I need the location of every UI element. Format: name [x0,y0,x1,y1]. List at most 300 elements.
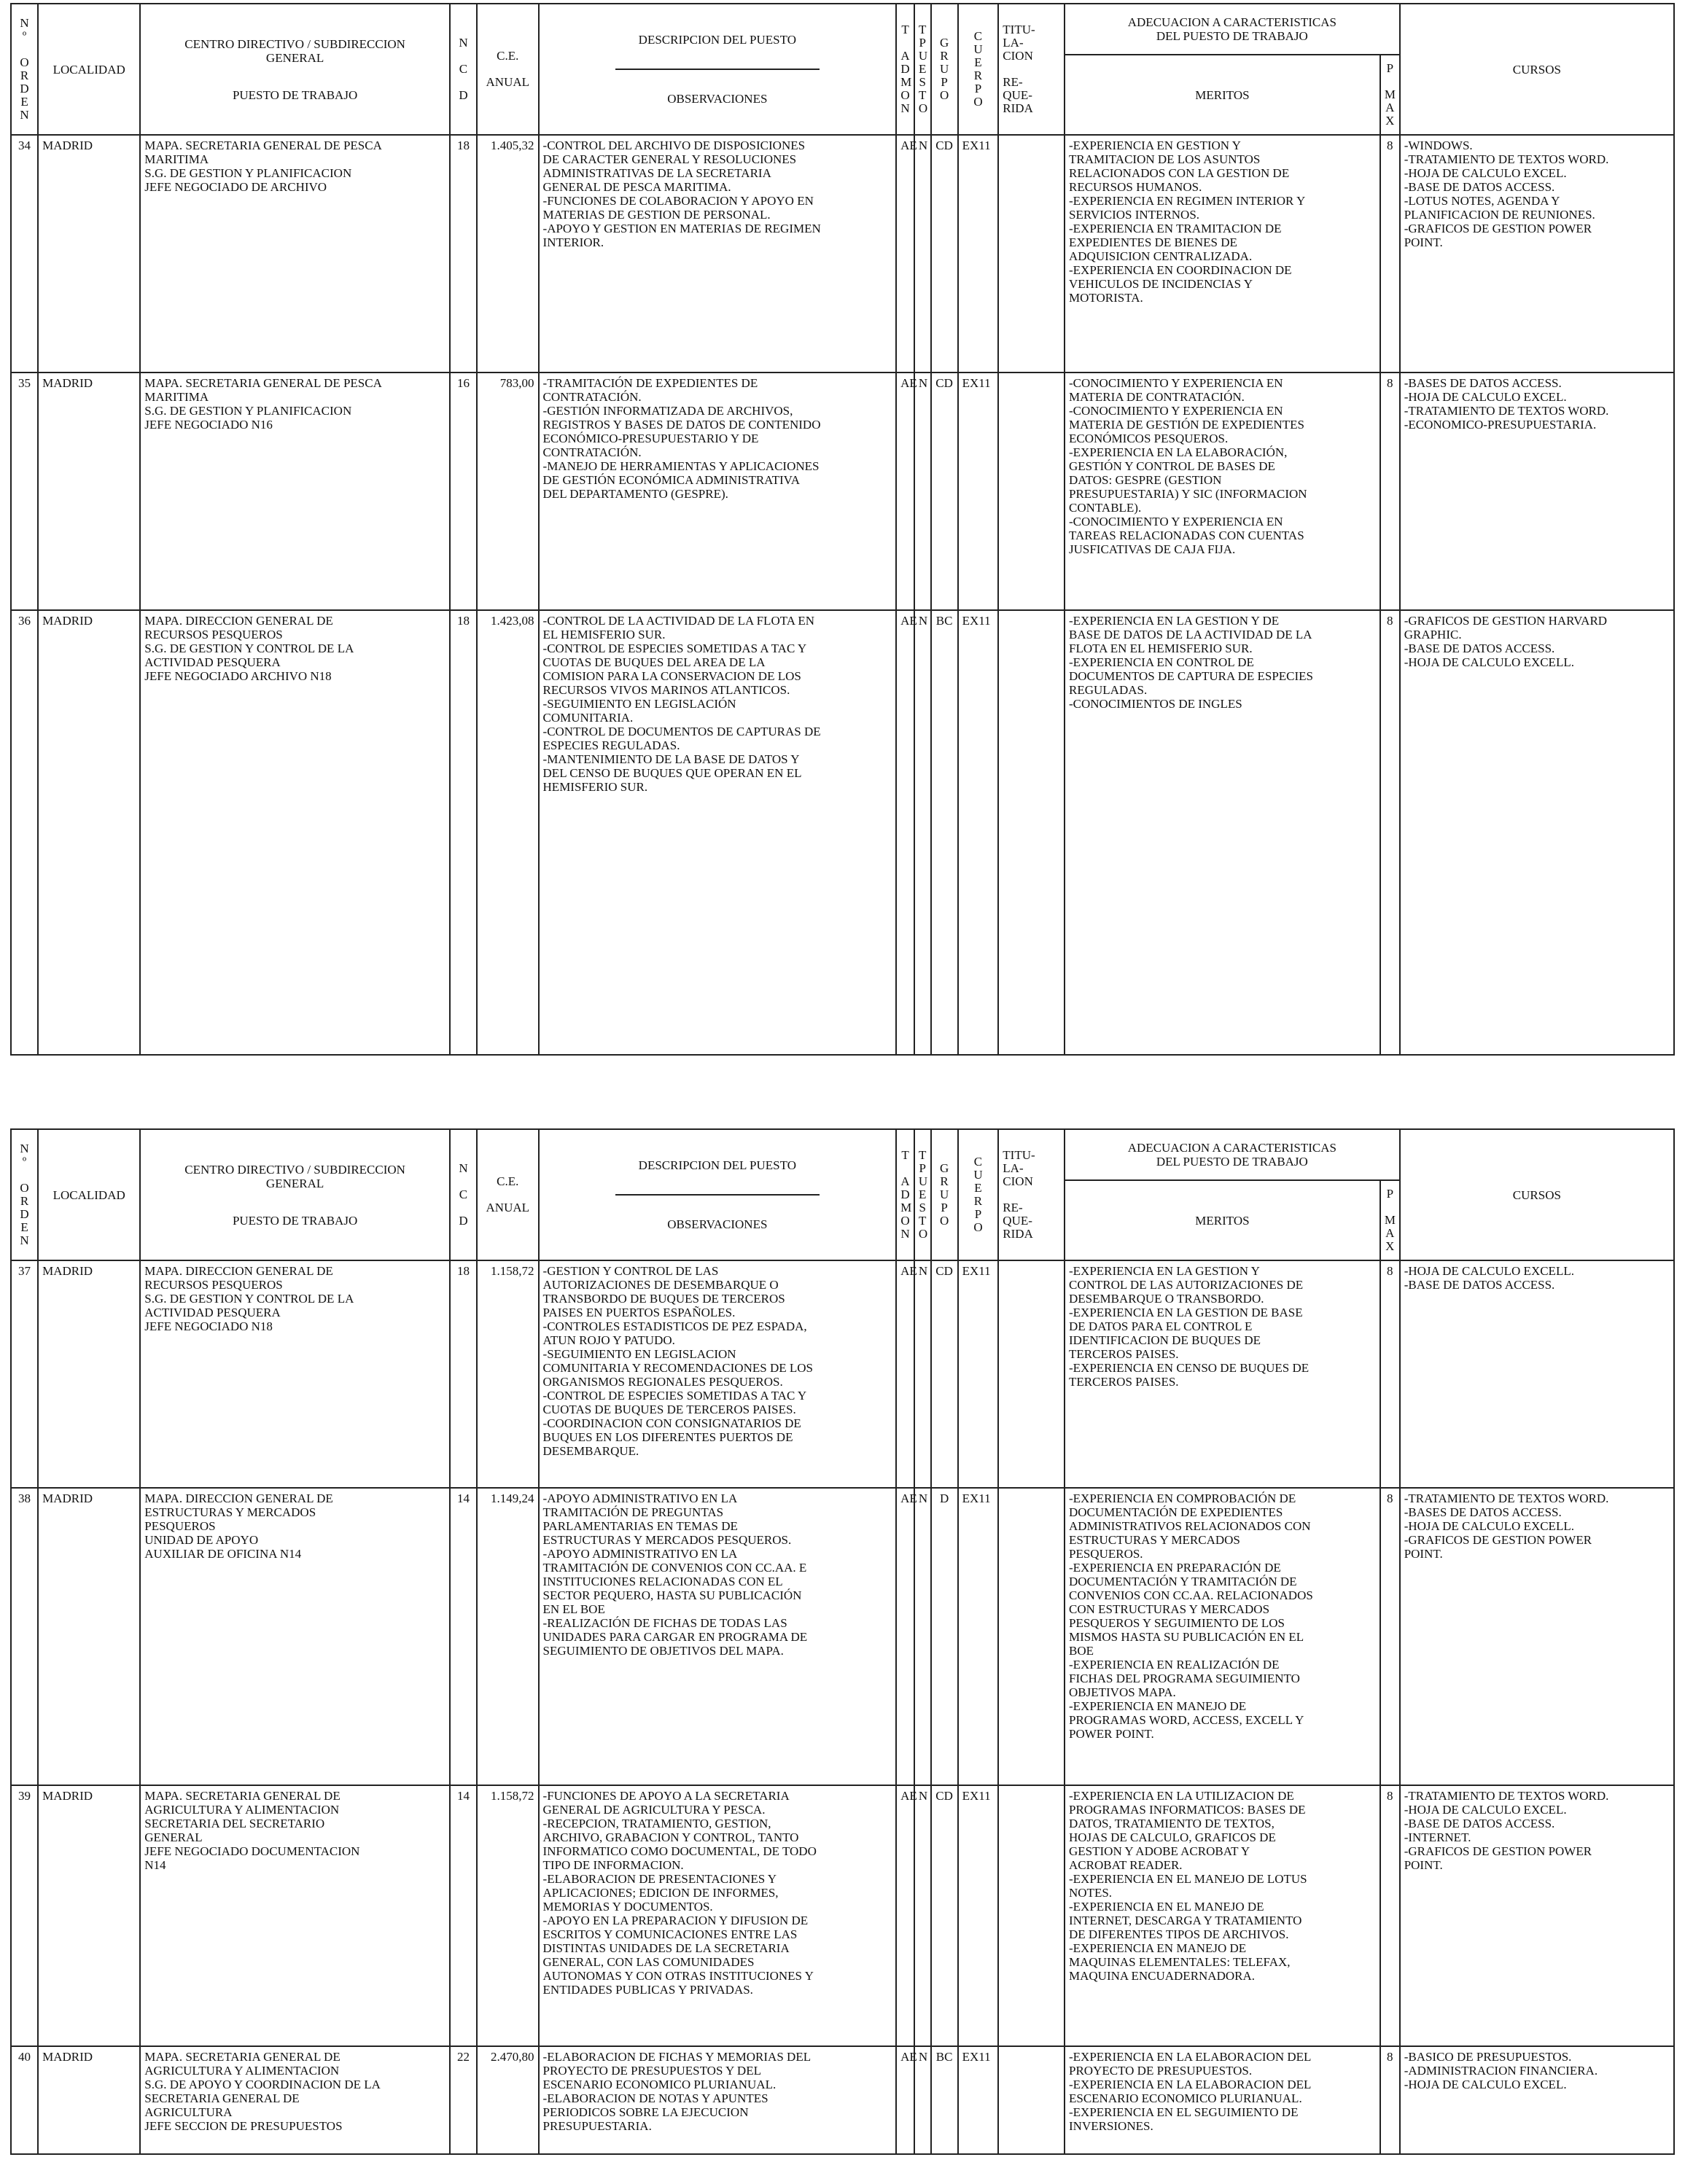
cell-descripcion-line: REGISTROS Y BASES DE DATOS DE CONTENIDO [542,418,821,432]
cell-centro-directivo-line: S.G. DE GESTION Y PLANIFICACION [144,166,352,180]
cell-n-orden: 35 [11,373,38,610]
cell-meritos-line: GESTION Y ADOBE ACROBAT Y [1069,1844,1250,1858]
cell-meritos-line: TAREAS RELACIONADAS CON CUENTAS [1069,529,1304,542]
cell-descripcion [539,1260,897,1488]
cell-descripcion-line: CONTRATACIÓN. [542,390,642,404]
cell-descripcion-line: INFORMATICO COMO DOCUMENTAL, DE TODO [542,1844,817,1858]
cell-descripcion-line: -COORDINACION CON CONSIGNATARIOS DE [542,1416,801,1430]
cell-tadmon: AE [896,1488,914,1785]
cell-ce-anual: 1.158,72 [477,1785,539,2046]
cell-tpuesto: N [914,2046,931,2154]
cell-cursos [1400,373,1674,610]
cell-centro-directivo [140,135,450,373]
cell-meritos-line: CONVENIOS CON CC.AA. RELACIONADOS [1069,1588,1313,1602]
cell-cuerpo: EX11 [958,1488,999,1785]
cell-meritos-line: ADQUISICION CENTRALIZADA. [1069,249,1253,263]
cell-meritos [1065,373,1380,610]
cell-cursos [1400,1260,1674,1488]
cell-descripcion [539,1785,897,2046]
cell-descripcion-line: UNIDADES PARA CARGAR EN PROGRAMA DE [542,1630,808,1644]
cell-titulacion [998,135,1065,373]
cell-centro-directivo-line: MAPA. SECRETARIA GENERAL DE [144,1789,340,1803]
cell-descripcion-line: TRAMITACIÓN DE PREGUNTAS [542,1505,724,1519]
cell-descripcion-line: -FUNCIONES DE APOYO A LA SECRETARIA [542,1789,790,1803]
header-divider [615,69,820,70]
cell-meritos-line: -EXPERIENCIA EN LA UTILIZACION DE [1069,1789,1294,1803]
cell-meritos-line: PROGRAMAS INFORMATICOS: BASES DE [1069,1803,1306,1817]
cell-descripcion-line: MEMORIAS Y DOCUMENTOS. [542,1900,713,1914]
header-descripcion: DESCRIPCION DEL PUESTO OBSERVACIONES [539,1129,897,1260]
cell-descripcion-line: DEL CENSO DE BUQUES QUE OPERAN EN EL [542,766,802,780]
header-descripcion: DESCRIPCION DEL PUESTO OBSERVACIONES [539,4,897,135]
cell-cursos-line: -HOJA DE CALCULO EXCELL. [1404,1519,1574,1533]
cell-descripcion-line: CONTRATACIÓN. [542,445,642,459]
cell-meritos-line: DOCUMENTACIÓN DE EXPEDIENTES [1069,1505,1283,1519]
cell-descripcion-line: -FUNCIONES DE COLABORACION Y APOYO EN [542,194,814,208]
cell-tpuesto: N [914,1488,931,1785]
cell-centro-directivo-line: ACTIVIDAD PESQUERA [144,1306,281,1319]
header-ncd: N C D [450,1129,477,1260]
cell-descripcion-line: -GESTIÓN INFORMATIZADA DE ARCHIVOS, [542,404,793,418]
cell-n-orden: 38 [11,1488,38,1785]
cell-meritos-line: DOCUMENTOS DE CAPTURA DE ESPECIES [1069,669,1314,683]
table-row [11,373,1674,610]
header-meritos: MERITOS [1065,1180,1380,1260]
cell-meritos-line: MAQUINAS ELEMENTALES: TELEFAX, [1069,1955,1291,1969]
cell-meritos-line: MISMOS HASTA SU PUBLICACIÓN EN EL [1069,1630,1304,1644]
cell-descripcion-line: COMISION PARA LA CONSERVACION DE LOS [542,669,801,683]
cell-cursos-line: -HOJA DE CALCULO EXCEL. [1404,390,1567,404]
cell-meritos-line: -EXPERIENCIA EN EL SEGUIMIENTO DE [1069,2105,1299,2119]
cell-titulacion [998,1260,1065,1488]
cell-cursos-line: -BASES DE DATOS ACCESS. [1404,1505,1562,1519]
cell-meritos-line: -EXPERIENCIA EN LA GESTION DE BASE [1069,1306,1303,1319]
cell-descripcion-line: ADMINISTRATIVAS DE LA SECRETARIA [542,166,771,180]
cell-centro-directivo [140,2046,450,2154]
cell-descripcion-line: CUOTAS DE BUQUES DEL AREA DE LA [542,655,766,669]
cell-descripcion-line: PRESUPUESTARIA. [542,2119,652,2133]
cell-cursos [1400,1488,1674,1785]
cell-meritos-line: ESTRUCTURAS Y MERCADOS [1069,1533,1240,1547]
cell-meritos [1065,1488,1380,1785]
cell-meritos-line: VEHICULOS DE INCIDENCIAS Y [1069,277,1253,291]
cell-descripcion-line: TIPO DE INFORMACION. [542,1858,684,1872]
header-adecuacion: ADECUACION A CARACTERISTICAS DEL PUESTO DE TRABAJO [1065,1129,1400,1180]
cell-descripcion-line: TRANSBORDO DE BUQUES DE TERCEROS [542,1292,785,1306]
cell-meritos-line: ESCENARIO ECONOMICO PLURIANUAL. [1069,2091,1302,2105]
cell-titulacion [998,1785,1065,2046]
cell-centro-directivo-line: MAPA. SECRETARIA GENERAL DE [144,2050,340,2064]
header-centro-directivo: CENTRO DIRECTIVO / SUBDIRECCION GENERAL PUESTO DE TRABAJO [140,4,450,135]
cell-descripcion [539,2046,897,2154]
cell-centro-directivo-line: RECURSOS PESQUEROS [144,628,283,641]
cell-centro-directivo-line: SECRETARIA DEL SECRETARIO [144,1817,325,1830]
cell-grupo: BC [931,2046,958,2154]
cell-tadmon: AE [896,610,914,1055]
cell-n-orden: 37 [11,1260,38,1488]
cell-meritos-line: DOCUMENTACIÓN Y TRAMITACIÓN DE [1069,1575,1297,1588]
header-n-orden: N º O R D E N [11,4,38,135]
cell-cursos-line: -TRATAMIENTO DE TEXTOS WORD. [1404,404,1609,418]
cell-centro-directivo-line: S.G. DE GESTION Y CONTROL DE LA [144,1292,354,1306]
cell-descripcion-line: -SEGUIMIENTO EN LEGISLACIÓN [542,697,736,711]
cell-descripcion-line: -CONTROL DE ESPECIES SOMETIDAS A TAC Y [542,641,807,655]
cell-centro-directivo-line: UNIDAD DE APOYO [144,1533,259,1547]
cell-descripcion-line: PAISES EN PUERTOS ESPAÑOLES. [542,1306,736,1319]
cell-descripcion-line: SECTOR PEQUERO, HASTA SU PUBLICACIÓN [542,1588,802,1602]
cell-tadmon: AE [896,135,914,373]
cell-descripcion-line: -TRAMITACIÓN DE EXPEDIENTES DE [542,376,758,390]
cell-descripcion-line: RECURSOS VIVOS MARINOS ATLANTICOS. [542,683,790,697]
cell-meritos-line: CONTROL DE LAS AUTORIZACIONES DE [1069,1278,1304,1292]
header-cuerpo: C U E R P O [958,4,999,135]
cell-descripcion-line: PERIODICOS SOBRE LA EJECUCION [542,2105,749,2119]
cell-meritos-line: ECONÓMICOS PESQUEROS. [1069,432,1229,445]
cell-cursos-line: -BASE DE DATOS ACCESS. [1404,180,1555,194]
header-titulacion: TITU- LA- CION RE- QUE- RIDA [998,4,1065,135]
cell-descripcion-line: -GESTION Y CONTROL DE LAS [542,1264,719,1278]
cell-meritos-line: PROGRAMAS WORD, ACCESS, EXCELL Y [1069,1713,1304,1727]
cell-descripcion-line: ENTIDADES PUBLICAS Y PRIVADAS. [542,1983,753,1997]
cell-pmax: 8 [1380,610,1400,1055]
cell-centro-directivo-line: JEFE SECCION DE PRESUPUESTOS [144,2119,343,2133]
header-tpuesto: T P U E S T O [914,1129,931,1260]
cell-tpuesto: N [914,373,931,610]
cell-cuerpo: EX11 [958,2046,999,2154]
cell-meritos-line: PROYECTO DE PRESUPUESTOS. [1069,2064,1253,2078]
cell-meritos-line: NOTES. [1069,1886,1113,1900]
cell-tpuesto: N [914,1785,931,2046]
cell-cursos-line: -ADMINISTRACION FINANCIERA. [1404,2064,1598,2078]
cell-meritos-line: -EXPERIENCIA EN COMPROBACIÓN DE [1069,1491,1296,1505]
cell-cursos [1400,610,1674,1055]
cell-cursos-line: -BASICO DE PRESUPUESTOS. [1404,2050,1572,2064]
cell-meritos-line: EXPEDIENTES DE BIENES DE [1069,235,1237,249]
table-header [11,4,1674,135]
cell-centro-directivo-line: MAPA. SECRETARIA GENERAL DE PESCA [144,376,382,390]
cell-cursos-line: -TRATAMIENTO DE TEXTOS WORD. [1404,1789,1609,1803]
cell-meritos-line: -EXPERIENCIA EN CENSO DE BUQUES DE [1069,1361,1310,1375]
cell-meritos [1065,1785,1380,2046]
cell-meritos-line: MOTORISTA. [1069,291,1143,305]
cell-cursos-line: -BASE DE DATOS ACCESS. [1404,641,1555,655]
cell-centro-directivo-line: MARITIMA [144,152,209,166]
cell-centro-directivo-line: AGRICULTURA Y ALIMENTACION [144,1803,340,1817]
header-tpuesto: T P U E S T O [914,4,931,135]
cell-grupo: CD [931,373,958,610]
cell-localidad: MADRID [38,135,140,373]
cell-descripcion-line: AUTORIZACIONES DE DESEMBARQUE O [542,1278,779,1292]
cell-descripcion-line: ATUN ROJO Y PATUDO. [542,1333,675,1347]
table-row [11,1488,1674,1785]
cell-cursos-line: -TRATAMIENTO DE TEXTOS WORD. [1404,152,1609,166]
cell-descripcion-line: COMUNITARIA. [542,711,634,725]
cell-meritos-line: DESEMBARQUE O TRANSBORDO. [1069,1292,1264,1306]
cell-meritos [1065,2046,1380,2154]
cell-localidad: MADRID [38,1785,140,2046]
cell-meritos-line: HOJAS DE CALCULO, GRAFICOS DE [1069,1830,1276,1844]
cell-descripcion-line: EN EL BOE [542,1602,605,1616]
cell-meritos-line: DATOS, TRATAMIENTO DE TEXTOS, [1069,1817,1275,1830]
table-row [11,610,1674,1055]
cell-ce-anual: 1.149,24 [477,1488,539,1785]
cell-cursos-line: PLANIFICACION DE REUNIONES. [1404,208,1595,222]
cell-ce-anual: 1.405,32 [477,135,539,373]
cell-pmax: 8 [1380,2046,1400,2154]
cell-meritos-line: DATOS: GESPRE (GESTION [1069,473,1222,487]
header-cursos: CURSOS [1400,4,1674,135]
cell-centro-directivo [140,1488,450,1785]
cell-centro-directivo-line: S.G. DE GESTION Y PLANIFICACION [144,404,352,418]
cell-localidad: MADRID [38,1488,140,1785]
cell-meritos-line: -EXPERIENCIA EN REALIZACIÓN DE [1069,1658,1280,1672]
cell-cursos-line: -BASE DE DATOS ACCESS. [1404,1278,1555,1292]
cell-descripcion-line: -ELABORACION DE PRESENTACIONES Y [542,1872,777,1886]
cell-descripcion-line: DE CARACTER GENERAL Y RESOLUCIONES [542,152,797,166]
cell-n-orden: 40 [11,2046,38,2154]
table-row [11,135,1674,373]
cell-centro-directivo-line: AGRICULTURA Y ALIMENTACION [144,2064,340,2078]
cell-meritos-line: REGULADAS. [1069,683,1148,697]
cell-localidad: MADRID [38,1260,140,1488]
cell-cursos-line: -HOJA DE CALCULO EXCEL. [1404,2078,1567,2091]
cell-cursos-line: -GRAFICOS DE GESTION POWER [1404,222,1592,235]
cell-descripcion-line: BUQUES EN LOS DIFERENTES PUERTOS DE [542,1430,793,1444]
cell-centro-directivo-line: RECURSOS PESQUEROS [144,1278,283,1292]
cell-centro-directivo [140,373,450,610]
cell-cursos-line: -HOJA DE CALCULO EXCEL. [1404,166,1567,180]
cell-cuerpo: EX11 [958,373,999,610]
header-pmax: P M A X [1380,1180,1400,1260]
cell-centro-directivo-line: GENERAL [144,1830,203,1844]
cell-meritos-line: -EXPERIENCIA EN GESTION Y [1069,139,1241,152]
cell-meritos-line: -CONOCIMIENTO Y EXPERIENCIA EN [1069,404,1283,418]
cell-cuerpo: EX11 [958,1785,999,2046]
cell-meritos-line: ADMINISTRATIVOS RELACIONADOS CON [1069,1519,1311,1533]
cell-meritos-line: PESQUEROS. [1069,1547,1143,1561]
cell-meritos-line: -EXPERIENCIA EN TRAMITACION DE [1069,222,1282,235]
cell-descripcion-line: APLICACIONES; EDICION DE INFORMES, [542,1886,779,1900]
cell-localidad: MADRID [38,2046,140,2154]
cell-centro-directivo-line: S.G. DE APOYO Y COORDINACION DE LA [144,2078,381,2091]
cell-centro-directivo-line: JEFE NEGOCIADO ARCHIVO N18 [144,669,332,683]
cell-meritos-line: TERCEROS PAISES. [1069,1347,1179,1361]
cell-centro-directivo-line: MAPA. DIRECCION GENERAL DE [144,1264,333,1278]
cell-descripcion-line: ESCENARIO ECONOMICO PLURIANUAL. [542,2078,777,2091]
cell-tpuesto: N [914,1260,931,1488]
cell-centro-directivo-line: PESQUEROS [144,1519,216,1533]
cell-centro-directivo-line: S.G. DE GESTION Y CONTROL DE LA [144,641,354,655]
cell-descripcion-line: -MANTENIMIENTO DE LA BASE DE DATOS Y [542,752,800,766]
cell-tadmon: AE [896,1785,914,2046]
cell-tadmon: AE [896,373,914,610]
cell-descripcion-line: -CONTROL DE LA ACTIVIDAD DE LA FLOTA EN [542,614,814,628]
cell-meritos-line: -EXPERIENCIA EN LA ELABORACION DEL [1069,2078,1312,2091]
cell-localidad: MADRID [38,373,140,610]
cell-descripcion-line: ESPECIES REGULADAS. [542,738,680,752]
cell-localidad: MADRID [38,610,140,1055]
cell-descripcion-line: -APOYO ADMINISTRATIVO EN LA [542,1491,738,1505]
cell-pmax: 8 [1380,1785,1400,2046]
cell-centro-directivo-line: JEFE NEGOCIADO DOCUMENTACION [144,1844,360,1858]
cell-meritos-line: GESTIÓN Y CONTROL DE BASES DE [1069,459,1275,473]
header-cursos: CURSOS [1400,1129,1674,1260]
cell-cursos [1400,135,1674,373]
header-localidad: LOCALIDAD [38,1129,140,1260]
cell-descripcion-line: COMUNITARIA Y RECOMENDACIONES DE LOS [542,1361,813,1375]
cell-meritos-line: -CONOCIMIENTO Y EXPERIENCIA EN [1069,376,1283,390]
header-localidad: LOCALIDAD [38,4,140,135]
header-tadmon: T A D M O N [896,1129,914,1260]
cell-titulacion [998,1488,1065,1785]
cell-meritos-line: POWER POINT. [1069,1727,1154,1741]
cell-cuerpo: EX11 [958,135,999,373]
cell-pmax: 8 [1380,373,1400,610]
cell-ce-anual: 1.158,72 [477,1260,539,1488]
cell-descripcion-line: ECONÓMICO-PRESUPUESTARIO Y DE [542,432,759,445]
cell-cursos-line: -GRAFICOS DE GESTION POWER [1404,1533,1592,1547]
cell-n-orden: 34 [11,135,38,373]
cell-ce-anual: 1.423,08 [477,610,539,1055]
cell-centro-directivo-line: JEFE NEGOCIADO N18 [144,1319,273,1333]
cell-meritos-line: -EXPERIENCIA EN EL MANEJO DE [1069,1900,1264,1914]
cell-cuerpo: EX11 [958,1260,999,1488]
cell-cursos-line: -INTERNET. [1404,1830,1471,1844]
cell-descripcion-line: -MANEJO DE HERRAMIENTAS Y APLICACIONES [542,459,820,473]
cell-meritos-line: -CONOCIMIENTO Y EXPERIENCIA EN [1069,515,1283,529]
cell-meritos-line: INTERNET, DESCARGA Y TRATAMIENTO [1069,1914,1302,1927]
cell-meritos-line: CONTABLE). [1069,501,1142,515]
cell-grupo: CD [931,135,958,373]
cell-pmax: 8 [1380,1260,1400,1488]
cell-meritos [1065,610,1380,1055]
cell-cuerpo: EX11 [958,610,999,1055]
cell-meritos-line: FLOTA EN EL HEMISFERIO SUR. [1069,641,1253,655]
header-tadmon: T A D M O N [896,4,914,135]
cell-tpuesto: N [914,135,931,373]
cell-descripcion-line: GENERAL DE PESCA MARITIMA. [542,180,731,194]
cell-cursos-line: -WINDOWS. [1404,139,1473,152]
cell-descripcion-line: -CONTROL DEL ARCHIVO DE DISPOSICIONES [542,139,806,152]
cell-meritos-line: -EXPERIENCIA EN MANEJO DE [1069,1941,1247,1955]
cell-cursos-line: -HOJA DE CALCULO EXCEL. [1404,1803,1567,1817]
cell-meritos-line: -EXPERIENCIA EN PREPARACIÓN DE [1069,1561,1281,1575]
cell-centro-directivo-line: MAPA. SECRETARIA GENERAL DE PESCA [144,139,382,152]
cell-tadmon: AE [896,2046,914,2154]
cell-centro-directivo-line: N14 [144,1858,166,1872]
cell-descripcion-line: ESCRITOS Y COMUNICACIONES ENTRE LAS [542,1927,798,1941]
header-titulacion: TITU- LA- CION RE- QUE- RIDA [998,1129,1065,1260]
cell-descripcion-line: SEGUIMIENTO DE OBJETIVOS DEL MAPA. [542,1644,784,1658]
table-row [11,1785,1674,2046]
cell-ncd: 18 [450,1260,477,1488]
cell-cursos-line: POINT. [1404,1858,1443,1872]
positions-table-1 [10,3,1675,1056]
cell-meritos-line: OBJETIVOS MAPA. [1069,1685,1176,1699]
cell-descripcion-line: -CONTROL DE ESPECIES SOMETIDAS A TAC Y [542,1389,807,1403]
cell-centro-directivo-line: MARITIMA [144,390,209,404]
cell-meritos-line: INVERSIONES. [1069,2119,1153,2133]
table-block-1 [10,3,1675,1056]
cell-meritos-line: -CONOCIMIENTOS DE INGLES [1069,697,1242,711]
cell-cursos-line: -HOJA DE CALCULO EXCELL. [1404,1264,1574,1278]
cell-n-orden: 39 [11,1785,38,2046]
cell-centro-directivo-line: JEFE NEGOCIADO DE ARCHIVO [144,180,327,194]
table-header [11,1129,1674,1260]
cell-descripcion-line: PROYECTO DE PRESUPUESTOS Y DEL [542,2064,761,2078]
cell-meritos-line: -EXPERIENCIA EN CONTROL DE [1069,655,1254,669]
cell-descripcion-line: CUOTAS DE BUQUES DE TERCEROS PAISES. [542,1403,796,1416]
cell-ncd: 14 [450,1785,477,2046]
positions-table-2 [10,1128,1675,2155]
cell-grupo: D [931,1488,958,1785]
header-ncd: N C D [450,4,477,135]
cell-descripcion [539,610,897,1055]
cell-meritos-line: IDENTIFICACION DE BUQUES DE [1069,1333,1261,1347]
cell-ce-anual: 2.470,80 [477,2046,539,2154]
cell-cursos-line: -HOJA DE CALCULO EXCELL. [1404,655,1574,669]
cell-descripcion [539,135,897,373]
cell-ncd: 22 [450,2046,477,2154]
cell-cursos-line: GRAPHIC. [1404,628,1462,641]
header-pmax: P M A X [1380,55,1400,135]
cell-titulacion [998,610,1065,1055]
header-centro-directivo: CENTRO DIRECTIVO / SUBDIRECCION GENERAL PUESTO DE TRABAJO [140,1129,450,1260]
cell-meritos-line: MATERIA DE CONTRATACIÓN. [1069,390,1245,404]
cell-descripcion-line: -RECEPCION, TRATAMIENTO, GESTION, [542,1817,771,1830]
cell-titulacion [998,2046,1065,2154]
cell-cursos-line: -GRAFICOS DE GESTION POWER [1404,1844,1592,1858]
cell-cursos-line: -BASE DE DATOS ACCESS. [1404,1817,1555,1830]
cell-meritos-line: RECURSOS HUMANOS. [1069,180,1202,194]
cell-meritos-line: BASE DE DATOS DE LA ACTIVIDAD DE LA [1069,628,1312,641]
cell-meritos-line: -EXPERIENCIA EN LA GESTION Y [1069,1264,1260,1278]
header-adecuacion: ADECUACION A CARACTERISTICAS DEL PUESTO DE TRABAJO [1065,4,1400,55]
cell-descripcion-line: -ELABORACION DE FICHAS Y MEMORIAS DEL [542,2050,812,2064]
cell-descripcion-line: TRAMITACIÓN DE CONVENIOS CON CC.AA. E [542,1561,807,1575]
cell-descripcion-line: ORGANISMOS REGIONALES PESQUEROS. [542,1375,783,1389]
cell-descripcion-line: EL HEMISFERIO SUR. [542,628,666,641]
cell-grupo: CD [931,1785,958,2046]
cell-centro-directivo-line: MAPA. DIRECCION GENERAL DE [144,1491,333,1505]
cell-centro-directivo [140,1260,450,1488]
cell-descripcion-line: -APOYO Y GESTION EN MATERIAS DE REGIMEN [542,222,821,235]
cell-centro-directivo-line: AUXILIAR DE OFICINA N14 [144,1547,302,1561]
cell-descripcion-line: -APOYO EN LA PREPARACION Y DIFUSION DE [542,1914,809,1927]
cell-meritos-line: DE DIFERENTES TIPOS DE ARCHIVOS. [1069,1927,1289,1941]
cell-meritos-line: TRAMITACION DE LOS ASUNTOS [1069,152,1261,166]
cell-meritos-line: -EXPERIENCIA EN COORDINACION DE [1069,263,1292,277]
cell-centro-directivo-line: MAPA. DIRECCION GENERAL DE [144,614,333,628]
cell-descripcion-line: DE GESTIÓN ECONÓMICA ADMINISTRATIVA [542,473,800,487]
cell-meritos-line: DE DATOS PARA EL CONTROL E [1069,1319,1253,1333]
cell-cursos [1400,1785,1674,2046]
cell-descripcion-line: -APOYO ADMINISTRATIVO EN LA [542,1547,738,1561]
table-row [11,2046,1674,2154]
cell-tadmon: AE [896,1260,914,1488]
cell-descripcion-line: INSTITUCIONES RELACIONADAS CON EL [542,1575,783,1588]
cell-meritos-line: FICHAS DEL PROGRAMA SEGUIMIENTO [1069,1672,1300,1685]
cell-cursos-line: -BASES DE DATOS ACCESS. [1404,376,1562,390]
cell-meritos-line: -EXPERIENCIA EN REGIMEN INTERIOR Y [1069,194,1306,208]
cell-n-orden: 36 [11,610,38,1055]
cell-meritos-line: -EXPERIENCIA EN EL MANEJO DE LOTUS [1069,1872,1307,1886]
cell-pmax: 8 [1380,1488,1400,1785]
cell-pmax: 8 [1380,135,1400,373]
cell-meritos-line: -EXPERIENCIA EN MANEJO DE [1069,1699,1247,1713]
cell-descripcion-line: -REALIZACIÓN DE FICHAS DE TODAS LAS [542,1616,787,1630]
cell-descripcion-line: DISTINTAS UNIDADES DE LA SECRETARIA [542,1941,790,1955]
